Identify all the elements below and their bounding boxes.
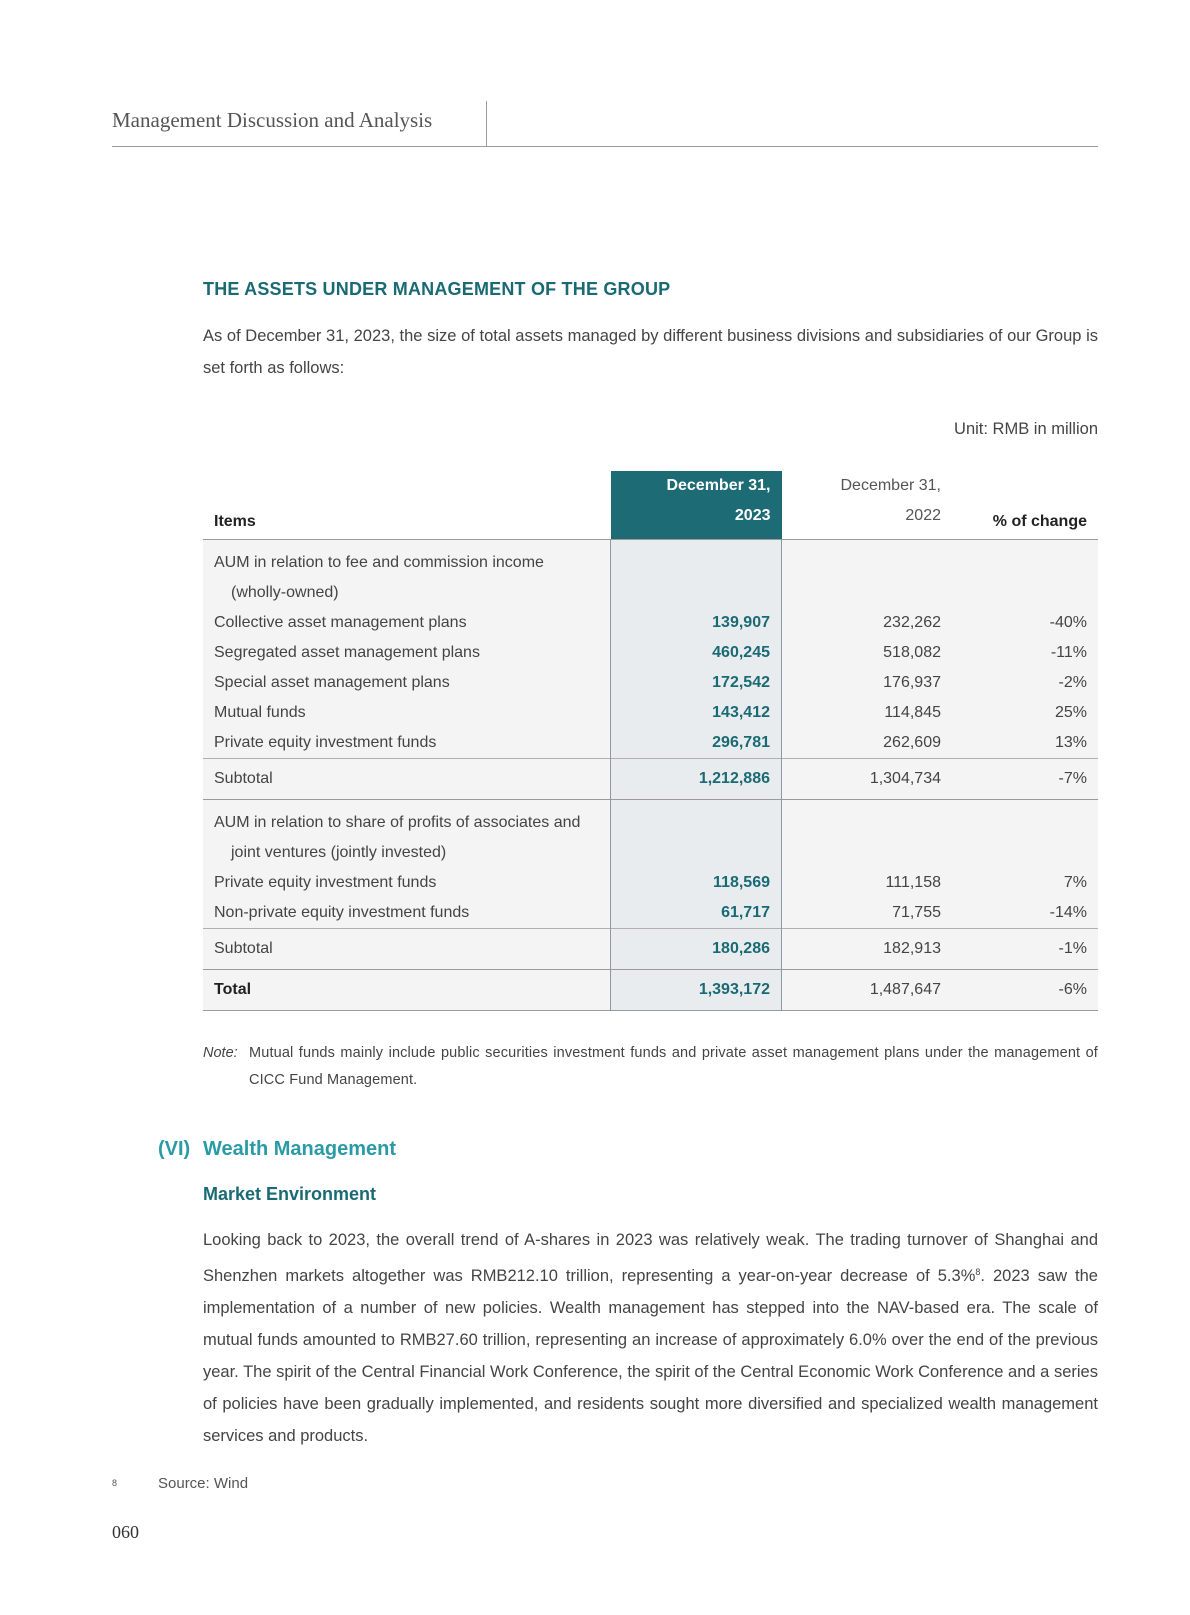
row-value-2023: 61,717 — [611, 898, 782, 929]
header-2023 — [611, 471, 782, 540]
row-value-2022: 176,937 — [883, 674, 941, 691]
row-value-2023: 296,781 — [611, 728, 782, 759]
subtotal-value-2022: 182,913 — [883, 940, 941, 957]
row-value-2022: 518,082 — [883, 644, 941, 661]
group2-title-row-2 — [203, 838, 1098, 868]
row-change: 7% — [1063, 874, 1087, 891]
footnote-reference: 8 — [975, 1267, 981, 1277]
group2-title-line2: joint ventures (jointly invested) — [231, 844, 447, 861]
row-change: 25% — [1054, 704, 1087, 721]
row-change: -14% — [1049, 904, 1087, 921]
table-row — [203, 898, 1098, 929]
row-change: -40% — [1049, 614, 1087, 631]
row-value-2022: 71,755 — [892, 904, 941, 921]
header-rule — [112, 146, 1098, 147]
market-environment-paragraph — [203, 1224, 1098, 1452]
table-unit: Unit: RMB in million — [954, 420, 1098, 438]
table-row — [203, 668, 1098, 698]
running-header-title: Management Discussion and Analysis — [112, 108, 433, 132]
row-change: -11% — [1050, 644, 1087, 661]
paragraph-part2: . 2023 saw the implementation of a number of new policies. Wealth management has stepped into the NAV-based era. The scale of mutual funds amounted to RMB27.60 trillion, representing an increase of approximately 6.0% over the end of the previous year. The spirit of the Central Financial Work Conference, the spirit of the Central Economic Work Conference and a series of policies have been gradually implemented, and residents sought more diversified and specialized wealth management services and products. — [203, 1267, 1098, 1445]
row-value-2023: 118,569 — [611, 868, 782, 898]
header-2022-line1: December 31, — [840, 477, 941, 494]
subtotal-row — [203, 759, 1098, 800]
row-item: Non-private equity investment funds — [214, 904, 470, 921]
total-value-2023: 1,393,172 — [611, 970, 782, 1011]
row-value-2023: 143,412 — [611, 698, 782, 728]
note-text: Mutual funds mainly include public securities investment funds and private asset management plans under the management of CICC Fund Management. — [249, 1045, 1098, 1088]
table-note — [203, 1040, 1098, 1094]
total-change: -6% — [1058, 981, 1087, 998]
row-change: 13% — [1054, 734, 1087, 751]
row-item: Segregated asset management plans — [214, 644, 480, 661]
subsection-title: Wealth Management — [203, 1138, 396, 1160]
header-change: % of change — [992, 513, 1087, 530]
row-item: Collective asset management plans — [214, 614, 467, 631]
subtotal-label: Subtotal — [214, 940, 273, 957]
header-2023-line1: December 31, — [666, 477, 771, 494]
table-row — [203, 608, 1098, 638]
row-value-2023: 172,542 — [611, 668, 782, 698]
row-value-2022: 262,609 — [883, 734, 941, 751]
note-label: Note: — [203, 1045, 238, 1061]
subtotal-label: Subtotal — [214, 770, 273, 787]
row-item: Special asset management plans — [214, 674, 450, 691]
row-item: Private equity investment funds — [214, 874, 437, 891]
header-2023-line2: 2023 — [734, 507, 771, 524]
market-environment-heading: Market Environment — [203, 1184, 377, 1204]
row-value-2022: 114,845 — [884, 704, 941, 721]
group1-title-line2: (wholly-owned) — [231, 584, 339, 601]
row-value-2023: 139,907 — [611, 608, 782, 638]
aum-table — [203, 471, 1098, 1011]
subtotal-row — [203, 929, 1098, 970]
subsection-number: (VI) — [158, 1138, 191, 1160]
header-divider-vertical — [486, 101, 487, 146]
table-header-row — [203, 471, 1098, 540]
subtotal-value-2022: 1,304,734 — [869, 770, 941, 787]
row-value-2022: 111,158 — [885, 874, 941, 891]
page-number: 060 — [112, 1522, 139, 1542]
table-row — [203, 868, 1098, 898]
row-item: Private equity investment funds — [214, 734, 437, 751]
footnote-mark: 8 — [112, 1478, 118, 1488]
group1-title-row-2 — [203, 578, 1098, 608]
group1-title-row — [203, 540, 1098, 579]
section-intro: As of December 31, 2023, the size of total assets managed by different business divisions and subsidiaries of our Group is set forth as follows: — [203, 327, 1098, 377]
header-2022-line2: 2022 — [905, 507, 941, 524]
subtotal-value-2023: 1,212,886 — [611, 759, 782, 800]
subtotal-change: -1% — [1058, 940, 1087, 957]
group2-title-row — [203, 800, 1098, 839]
row-value-2022: 232,262 — [883, 614, 941, 631]
subtotal-value-2023: 180,286 — [611, 929, 782, 970]
section-title: THE ASSETS UNDER MANAGEMENT OF THE GROUP — [203, 279, 671, 299]
group2-title-line1: AUM in relation to share of profits of associates and — [214, 814, 581, 831]
header-items: Items — [214, 513, 256, 530]
table-row — [203, 728, 1098, 759]
total-value-2022: 1,487,647 — [869, 981, 941, 998]
group1-title-line1: AUM in relation to fee and commission income — [214, 554, 544, 571]
row-value-2023: 460,245 — [611, 638, 782, 668]
row-item: Mutual funds — [214, 704, 306, 721]
row-change: -2% — [1058, 674, 1087, 691]
header-2022 — [782, 471, 953, 540]
total-label: Total — [214, 981, 252, 998]
total-row — [203, 970, 1098, 1011]
table-row — [203, 638, 1098, 668]
table-row — [203, 698, 1098, 728]
subtotal-change: -7% — [1058, 770, 1087, 787]
footnote-text: Source: Wind — [158, 1475, 249, 1492]
paragraph-part1: Looking back to 2023, the overall trend of A-shares in 2023 was relatively weak. The trading turnover of Shanghai and Shenzhen markets altogether was RMB212.10 trillion, representing a year-on-year decrease of 5.3% — [203, 1231, 1098, 1285]
